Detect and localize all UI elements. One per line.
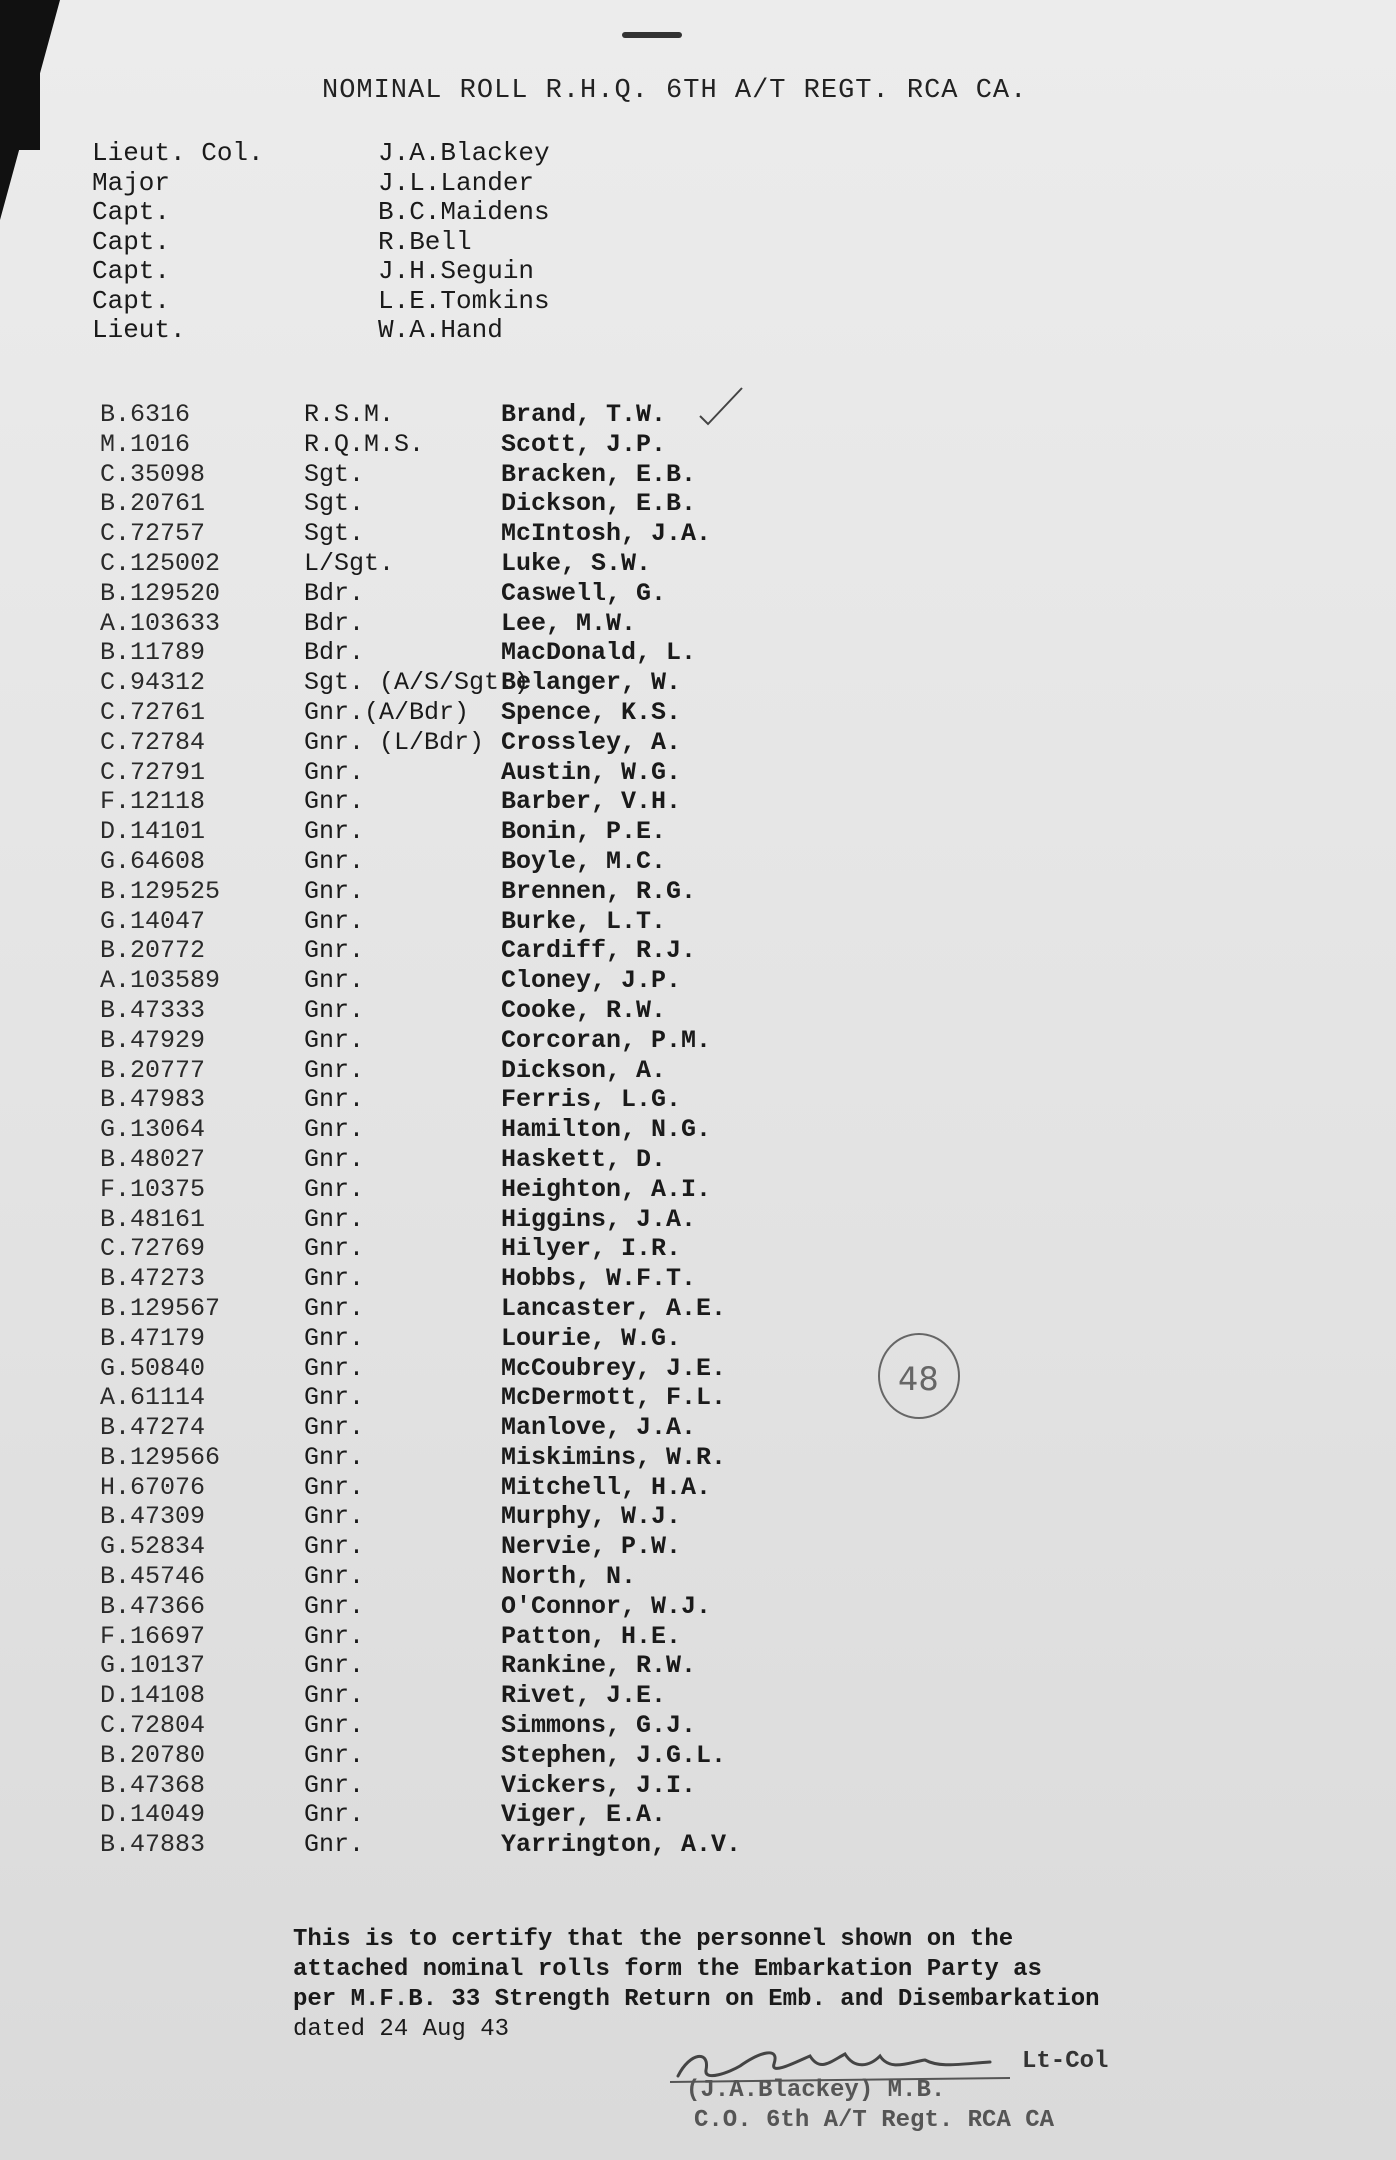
rank: Gnr. — [304, 995, 365, 1025]
member-name: Burke, L.T. — [501, 906, 667, 936]
member-name: MacDonald, L. — [501, 638, 697, 668]
signatory-title: Lt-Col — [1022, 2048, 1109, 2075]
member-name: Austin, W.G. — [501, 757, 682, 787]
rank: Gnr. — [304, 1353, 365, 1383]
service-number: G.52834 — [100, 1532, 206, 1562]
cert-line-1: This is to certify that the personnel shown on the — [293, 1926, 1014, 1953]
officer-name: J.L.Lander — [378, 167, 535, 198]
officer-rank: Major — [92, 167, 171, 198]
member-name: Mitchell, H.A. — [501, 1472, 712, 1502]
officer-rank: Capt. — [92, 256, 171, 286]
page-number-stamp — [874, 1330, 964, 1422]
member-name: Hamilton, N.G. — [501, 1115, 712, 1145]
service-number: C.72791 — [100, 757, 206, 787]
rank: Gnr. — [304, 1562, 365, 1592]
service-number: M.1016 — [100, 429, 191, 459]
service-number: B.129525 — [100, 876, 221, 906]
officer-name: W.A.Hand — [378, 315, 503, 345]
officer-name: B.C.Maidens — [378, 197, 550, 227]
rank: Gnr. — [304, 1025, 365, 1055]
service-number: B.47983 — [100, 1085, 206, 1115]
rank: Gnr. — [304, 1770, 365, 1800]
rank: Gnr. (L/Bdr) — [304, 727, 485, 757]
member-name: McDermott, F.L. — [501, 1383, 727, 1413]
service-number: A.103633 — [100, 608, 221, 638]
officer-name: R.Bell — [378, 226, 472, 257]
rank: Gnr. — [304, 1651, 365, 1681]
rank: Bdr. — [304, 608, 365, 638]
rank: Gnr. — [304, 1293, 365, 1323]
service-number: D.14049 — [100, 1800, 206, 1830]
service-number: F.10375 — [100, 1174, 206, 1204]
officer-rank: Capt. — [92, 285, 171, 316]
rank: Gnr. — [304, 1830, 365, 1860]
stamp-number: 48 — [898, 1360, 939, 1398]
rank: Gnr. — [304, 757, 365, 787]
check-mark-icon — [698, 386, 744, 426]
member-name: Simmons, G.J. — [501, 1711, 697, 1741]
member-name: Haskett, D. — [501, 1144, 667, 1174]
officer-rank: Lieut. Col. — [92, 138, 264, 168]
member-name: Brennen, R.G. — [501, 876, 697, 906]
scan-corner-shadow-edge — [0, 0, 40, 150]
member-name: Cooke, R.W. — [501, 995, 667, 1025]
member-name: O'Connor, W.J. — [501, 1591, 712, 1621]
service-number: A.61114 — [100, 1383, 206, 1413]
officer-name: J.H.Seguin — [378, 256, 535, 286]
member-name: Bonin, P.E. — [501, 817, 667, 847]
service-number: B.45746 — [100, 1562, 206, 1592]
service-number: B.129566 — [100, 1442, 221, 1472]
service-number: H.67076 — [100, 1472, 206, 1502]
member-name: Caswell, G. — [501, 578, 667, 608]
rank: Gnr. — [304, 1234, 365, 1264]
officer-rank: Lieut. — [92, 315, 186, 345]
rank: Gnr. — [304, 906, 365, 936]
service-number: B.48027 — [100, 1144, 206, 1174]
cert-date: dated 24 Aug 43 — [293, 2016, 510, 2043]
member-name: Belanger, W. — [501, 668, 682, 698]
service-number: B.47273 — [100, 1264, 206, 1294]
service-number: D.14101 — [100, 817, 206, 847]
rank: Sgt. — [304, 489, 365, 519]
rank: Gnr. — [304, 817, 365, 847]
member-name: Brand, T.W. — [501, 400, 667, 429]
service-number: B.48161 — [100, 1204, 206, 1234]
service-number: B.6316 — [100, 400, 191, 429]
member-name: Higgins, J.A. — [501, 1204, 697, 1234]
member-name: Stephen, J.G.L. — [501, 1740, 727, 1770]
service-number: B.129520 — [100, 578, 221, 608]
rank: Gnr. — [304, 1383, 365, 1413]
member-name: Bracken, E.B. — [501, 459, 697, 489]
service-number: B.47179 — [100, 1323, 206, 1353]
service-number: C.125002 — [100, 548, 221, 578]
rank: Gnr. — [304, 966, 365, 996]
member-name: Murphy, W.J. — [501, 1502, 682, 1532]
rank: Gnr. — [304, 876, 365, 906]
rank: Gnr. — [304, 1174, 365, 1204]
rank: Gnr. — [304, 1591, 365, 1621]
officer-name: L.E.Tomkins — [378, 285, 550, 316]
service-number: G.13064 — [100, 1115, 206, 1145]
rank: Gnr. — [304, 1442, 365, 1472]
service-number: G.14047 — [100, 906, 206, 936]
member-name: Ferris, L.G. — [501, 1085, 682, 1115]
rank: Sgt. (A/S/Sgt.) — [304, 668, 530, 698]
member-name: Yarrington, A.V. — [501, 1830, 742, 1860]
member-name: Scott, J.P. — [501, 429, 667, 459]
service-number: B.20761 — [100, 489, 206, 519]
rank: Gnr. — [304, 1323, 365, 1353]
officer-name: J.A.Blackey — [378, 138, 550, 168]
service-number: F.12118 — [100, 787, 206, 817]
member-name: Hobbs, W.F.T. — [501, 1264, 697, 1294]
cert-line-3: per M.F.B. 33 Strength Return on Emb. and Disembarkation — [293, 1986, 1100, 2013]
punch-mark — [622, 32, 682, 38]
rank: Gnr. — [304, 1413, 365, 1443]
member-name: North, N. — [501, 1562, 637, 1592]
officer-rank: Capt. — [92, 226, 171, 257]
member-name: Cloney, J.P. — [501, 966, 682, 996]
member-name: Barber, V.H. — [501, 787, 682, 817]
service-number: B.129567 — [100, 1293, 221, 1323]
member-name: McCoubrey, J.E. — [501, 1353, 727, 1383]
member-name: Spence, K.S. — [501, 697, 682, 727]
rank: Gnr. — [304, 1055, 365, 1085]
rank: R.Q.M.S. — [304, 429, 425, 459]
service-number: F.16697 — [100, 1621, 206, 1651]
rank: Gnr. — [304, 787, 365, 817]
service-number: G.50840 — [100, 1353, 206, 1383]
member-name: Manlove, J.A. — [501, 1413, 697, 1443]
rank: Gnr. — [304, 1264, 365, 1294]
member-name: Vickers, J.I. — [501, 1770, 697, 1800]
rank: Gnr. — [304, 1502, 365, 1532]
service-number: C.72804 — [100, 1711, 206, 1741]
rank: Bdr. — [304, 578, 365, 608]
rank: Gnr. — [304, 1800, 365, 1830]
member-name: Lee, M.W. — [501, 608, 637, 638]
rank: Gnr. — [304, 1681, 365, 1711]
member-name: Miskimins, W.R. — [501, 1442, 727, 1472]
service-number: D.14108 — [100, 1681, 206, 1711]
rank: Sgt. — [304, 459, 365, 489]
rank: Gnr. — [304, 1740, 365, 1770]
member-name: Viger, E.A. — [501, 1800, 667, 1830]
service-number: B.20777 — [100, 1055, 206, 1085]
service-number: C.72761 — [100, 697, 206, 727]
service-number: B.47366 — [100, 1591, 206, 1621]
service-number: B.47333 — [100, 995, 206, 1025]
member-name: McIntosh, J.A. — [501, 519, 712, 549]
service-number: B.20772 — [100, 936, 206, 966]
member-name: Cardiff, R.J. — [501, 936, 697, 966]
rank: Gnr.(A/Bdr) — [304, 697, 470, 727]
member-name: Lancaster, A.E. — [501, 1293, 727, 1323]
service-number: B.11789 — [100, 638, 206, 668]
rank: Gnr. — [304, 1115, 365, 1145]
service-number: C.72757 — [100, 519, 206, 549]
service-number: G.10137 — [100, 1651, 206, 1681]
member-name: Rivet, J.E. — [501, 1681, 667, 1711]
signatory-name: (J.A.Blackey) M.B. — [686, 2077, 946, 2104]
rank: Gnr. — [304, 1621, 365, 1651]
member-name: Crossley, A. — [501, 727, 682, 757]
rank: Gnr. — [304, 936, 365, 966]
officer-rank: Capt. — [92, 197, 171, 227]
member-name: Dickson, E.B. — [501, 489, 697, 519]
member-name: Dickson, A. — [501, 1055, 667, 1085]
service-number: G.64608 — [100, 846, 206, 876]
service-number: A.103589 — [100, 966, 221, 996]
member-name: Hilyer, I.R. — [501, 1234, 682, 1264]
certification-text — [293, 1925, 1100, 2045]
member-name: Lourie, W.G. — [501, 1323, 682, 1353]
service-number: B.47929 — [100, 1025, 206, 1055]
member-name: Patton, H.E. — [501, 1621, 682, 1651]
rank: Bdr. — [304, 638, 365, 668]
member-name: Corcoran, P.M. — [501, 1025, 712, 1055]
page-title: NOMINAL ROLL R.H.Q. 6TH A/T REGT. RCA CA. — [322, 76, 1028, 106]
service-number: C.72784 — [100, 727, 206, 757]
rank: Gnr. — [304, 1204, 365, 1234]
service-number: C.72769 — [100, 1234, 206, 1264]
cert-line-2: attached nominal rolls form the Embarkation Party as — [293, 1956, 1042, 1983]
member-name: Boyle, M.C. — [501, 846, 667, 876]
service-number: B.47274 — [100, 1413, 206, 1443]
service-number: B.47883 — [100, 1830, 206, 1860]
rank: Gnr. — [304, 1085, 365, 1115]
member-name: Luke, S.W. — [501, 548, 652, 578]
rank: Gnr. — [304, 1472, 365, 1502]
member-name: Nervie, P.W. — [501, 1532, 682, 1562]
service-number: B.20780 — [100, 1740, 206, 1770]
service-number: C.94312 — [100, 668, 206, 698]
member-name: Rankine, R.W. — [501, 1651, 697, 1681]
rank: Gnr. — [304, 846, 365, 876]
rank: Sgt. — [304, 519, 365, 549]
member-name: Heighton, A.I. — [501, 1174, 712, 1204]
service-number: C.35098 — [100, 459, 206, 489]
service-number: B.47309 — [100, 1502, 206, 1532]
service-number: B.47368 — [100, 1770, 206, 1800]
rank: Gnr. — [304, 1144, 365, 1174]
rank: L/Sgt. — [304, 548, 395, 578]
rank: R.S.M. — [304, 400, 395, 429]
rank: Gnr. — [304, 1711, 365, 1741]
rank: Gnr. — [304, 1532, 365, 1562]
signatory-unit: C.O. 6th A/T Regt. RCA CA — [694, 2107, 1055, 2134]
